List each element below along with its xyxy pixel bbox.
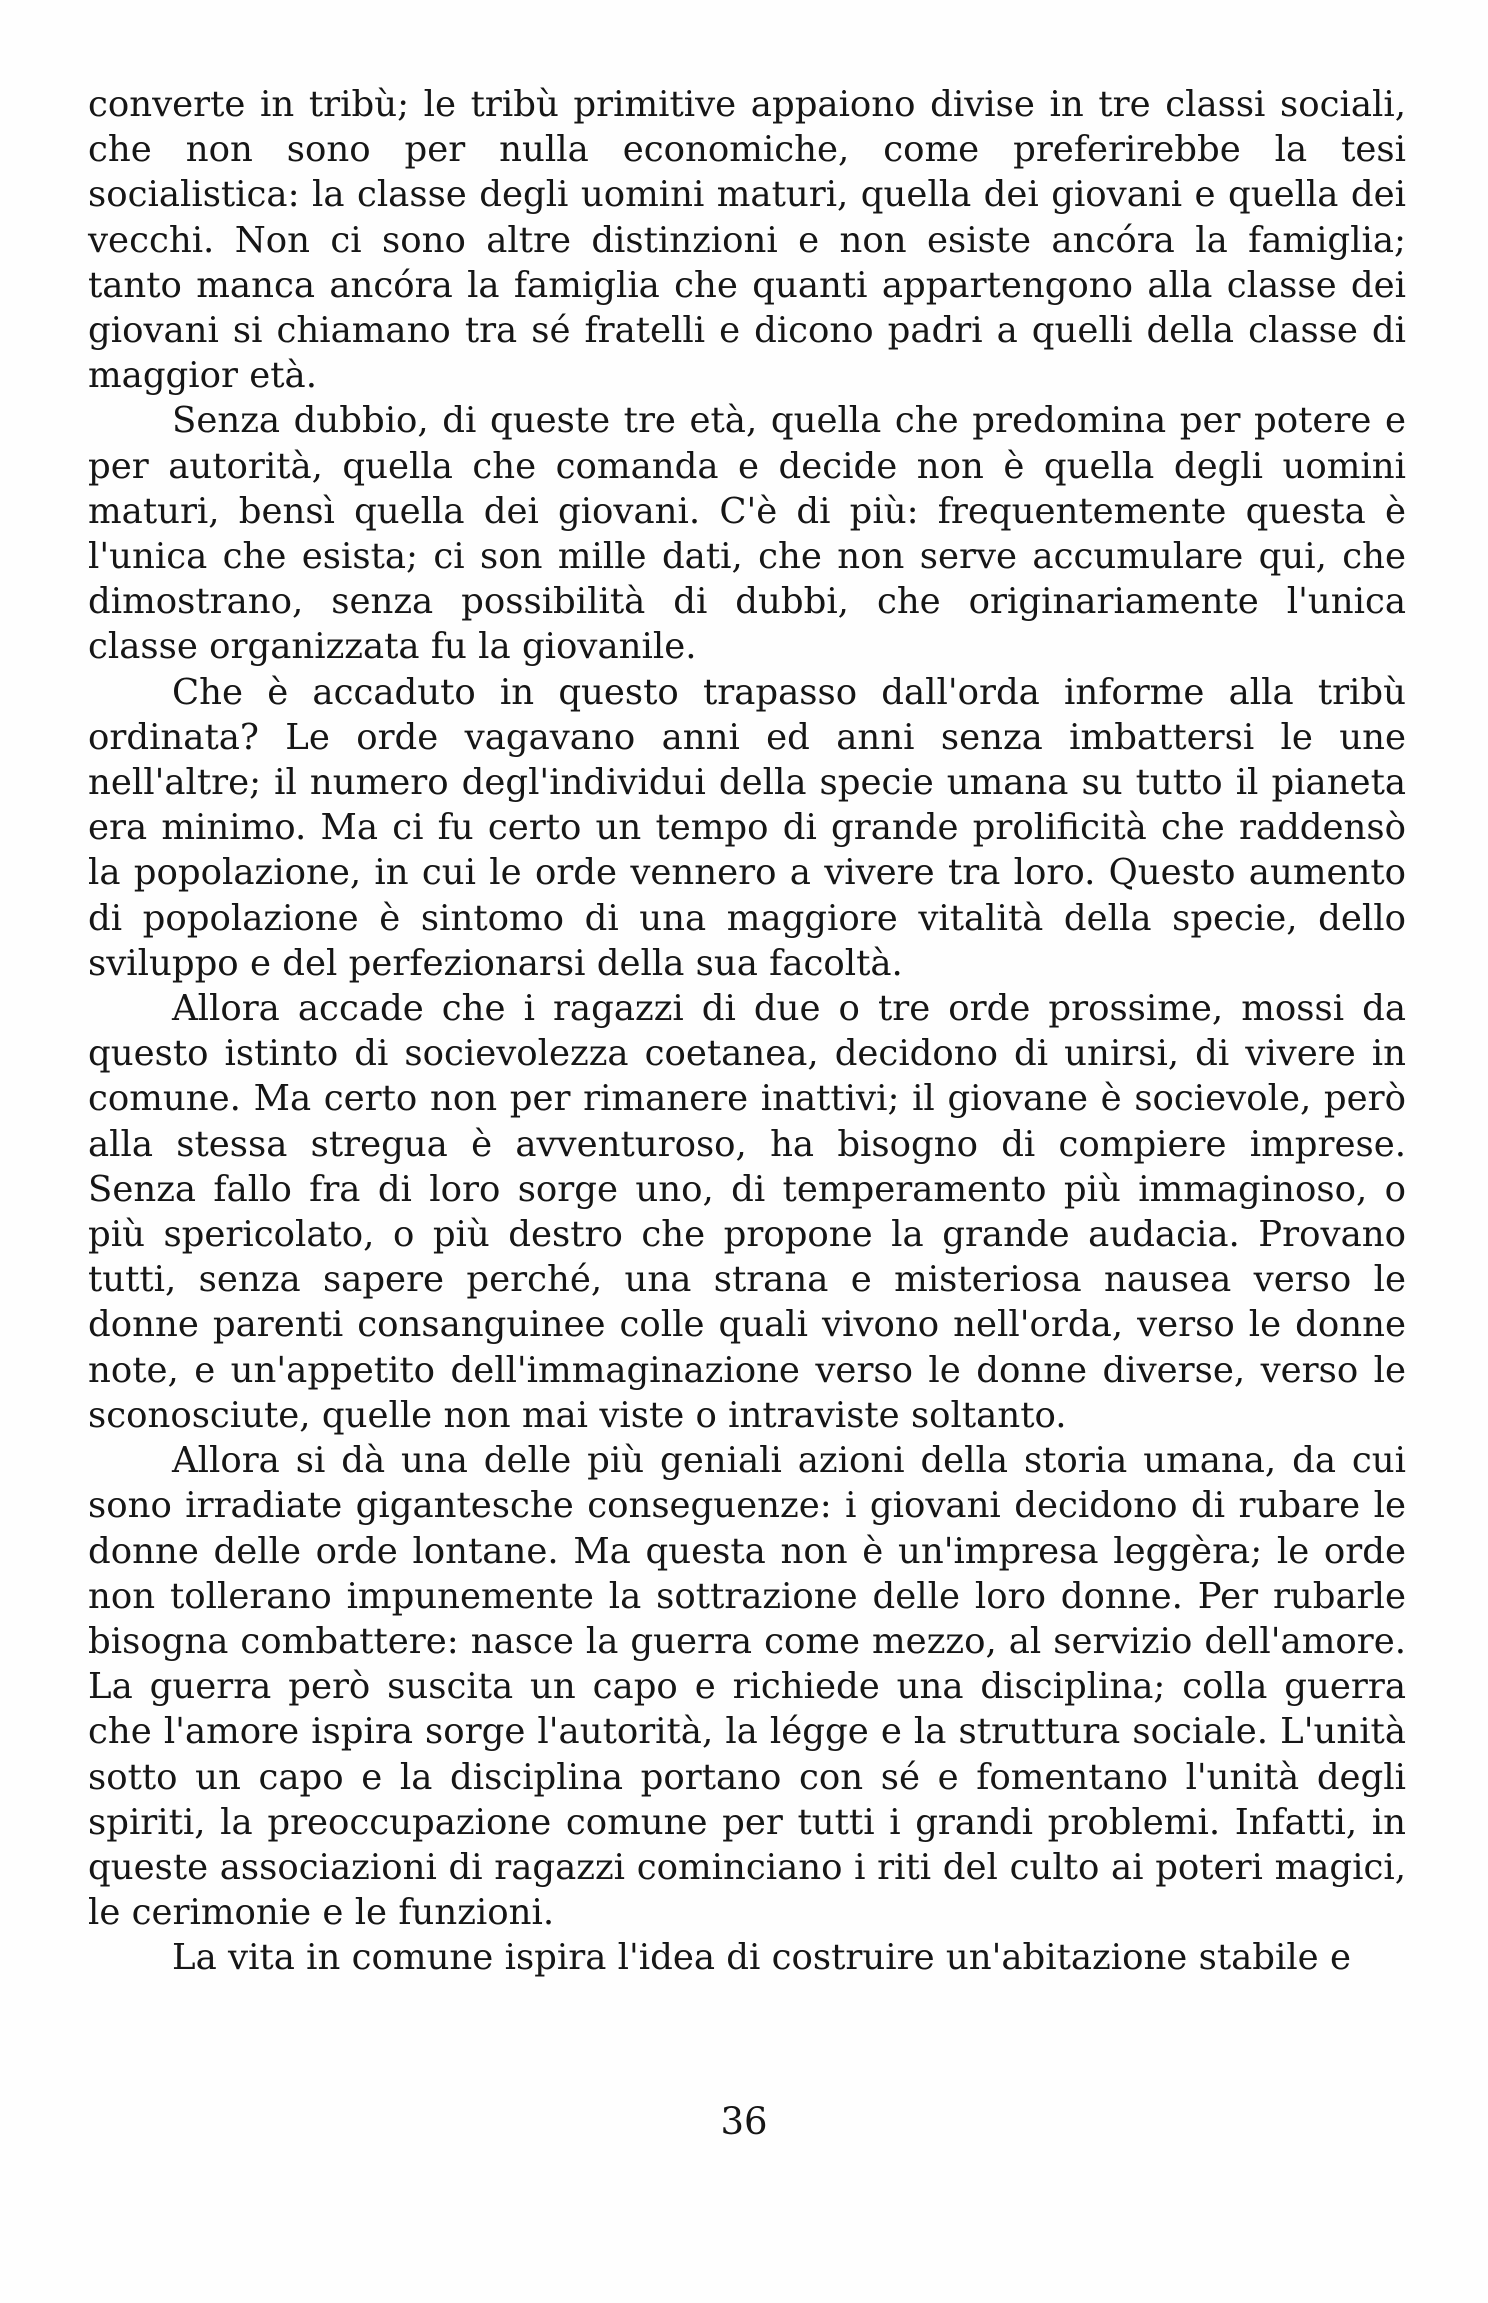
body-text (88, 82, 1406, 1981)
page-number: 36 (720, 2100, 768, 2143)
paragraph: Senza dubbio, di queste tre età, quella che predomina per potere e per autorità, quella che comanda e decide non è quella degli uomini maturi, bensì quella dei giovani. C'è di più: frequentemente questa è l'unica che esista; ci son mille dati, che non serve accumulare qui, che dimostrano, senza possibilità di dubbi, che originariamente l'unica classe organizzata fu la giovanile. (88, 400, 1406, 668)
paragraph: Che è accaduto in questo trapasso dall'orda informe alla tribù ordinata? Le orde vagavano anni ed anni senza imbattersi le une nell'altre; il numero degl'individui della specie umana su tutto il pianeta era minimo. Ma ci fu certo un tempo di grande prolificità che raddensò la popolazione, in cui le orde vennero a vivere tra loro. Questo aumento di popolazione è sintomo di una maggiore vitalità della specie, dello sviluppo e del perfezionarsi della sua facoltà. (88, 671, 1406, 984)
paragraph: Allora si dà una delle più geniali azioni della storia umana, da cui sono irradiate gigantesche conseguenze: i giovani decidono di rubare le donne delle orde lontane. Ma questa non è un'impresa leggèra; le orde non tollerano impunemente la sottrazione delle loro donne. Per rubarle bisogna combattere: nasce la guerra come mezzo, al servizio dell'amore. La guerra però suscita un capo e richiede una disciplina; colla guerra che l'amore ispira sorge l'autorità, la légge e la struttura sociale. L'unità sotto un capo e la disciplina portano con sé e fomentano l'unità degli spiriti, la preoccupazione comune per tutti i grandi problemi. Infatti, in queste associazioni di ragazzi cominciano i riti del culto ai poteri magici, le cerimonie e le funzioni. (88, 1440, 1406, 1934)
paragraph: Allora accade che i ragazzi di due o tre orde prossime, mossi da questo istinto di socievolezza coetanea, decidono di unirsi, di vivere in comune. Ma certo non per rimanere inattivi; il giovane è socievole, però alla stessa stregua è avventuroso, ha bisogno di compiere imprese. Senza fallo fra di loro sorge uno, di temperamento più immaginoso, o più spericolato, o più destro che propone la grande audacia. Provano tutti, senza sapere perché, una strana e misteriosa nausea verso le donne parenti consanguinee colle quali vivono nell'orda, verso le donne note, e un'appetito dell'immaginazione verso le donne diverse, verso le sconosciute, quelle non mai viste o intraviste soltanto. (88, 988, 1406, 1436)
paragraph: La vita in comune ispira l'idea di costruire un'abitazione stabile e (172, 1937, 1351, 1979)
paragraph: converte in tribù; le tribù primitive appaiono divise in tre classi sociali, che non sono per nulla economiche, come preferirebbe la tesi socialistica: la classe degli uomini maturi, quella dei giovani e quella dei vecchi. Non ci sono altre distinzioni e non esiste ancóra la famiglia; tanto manca ancóra la famiglia che quanti appartengono alla classe dei giovani si chiamano tra sé fratelli e dicono padri a quelli della classe di maggior età. (88, 84, 1406, 397)
